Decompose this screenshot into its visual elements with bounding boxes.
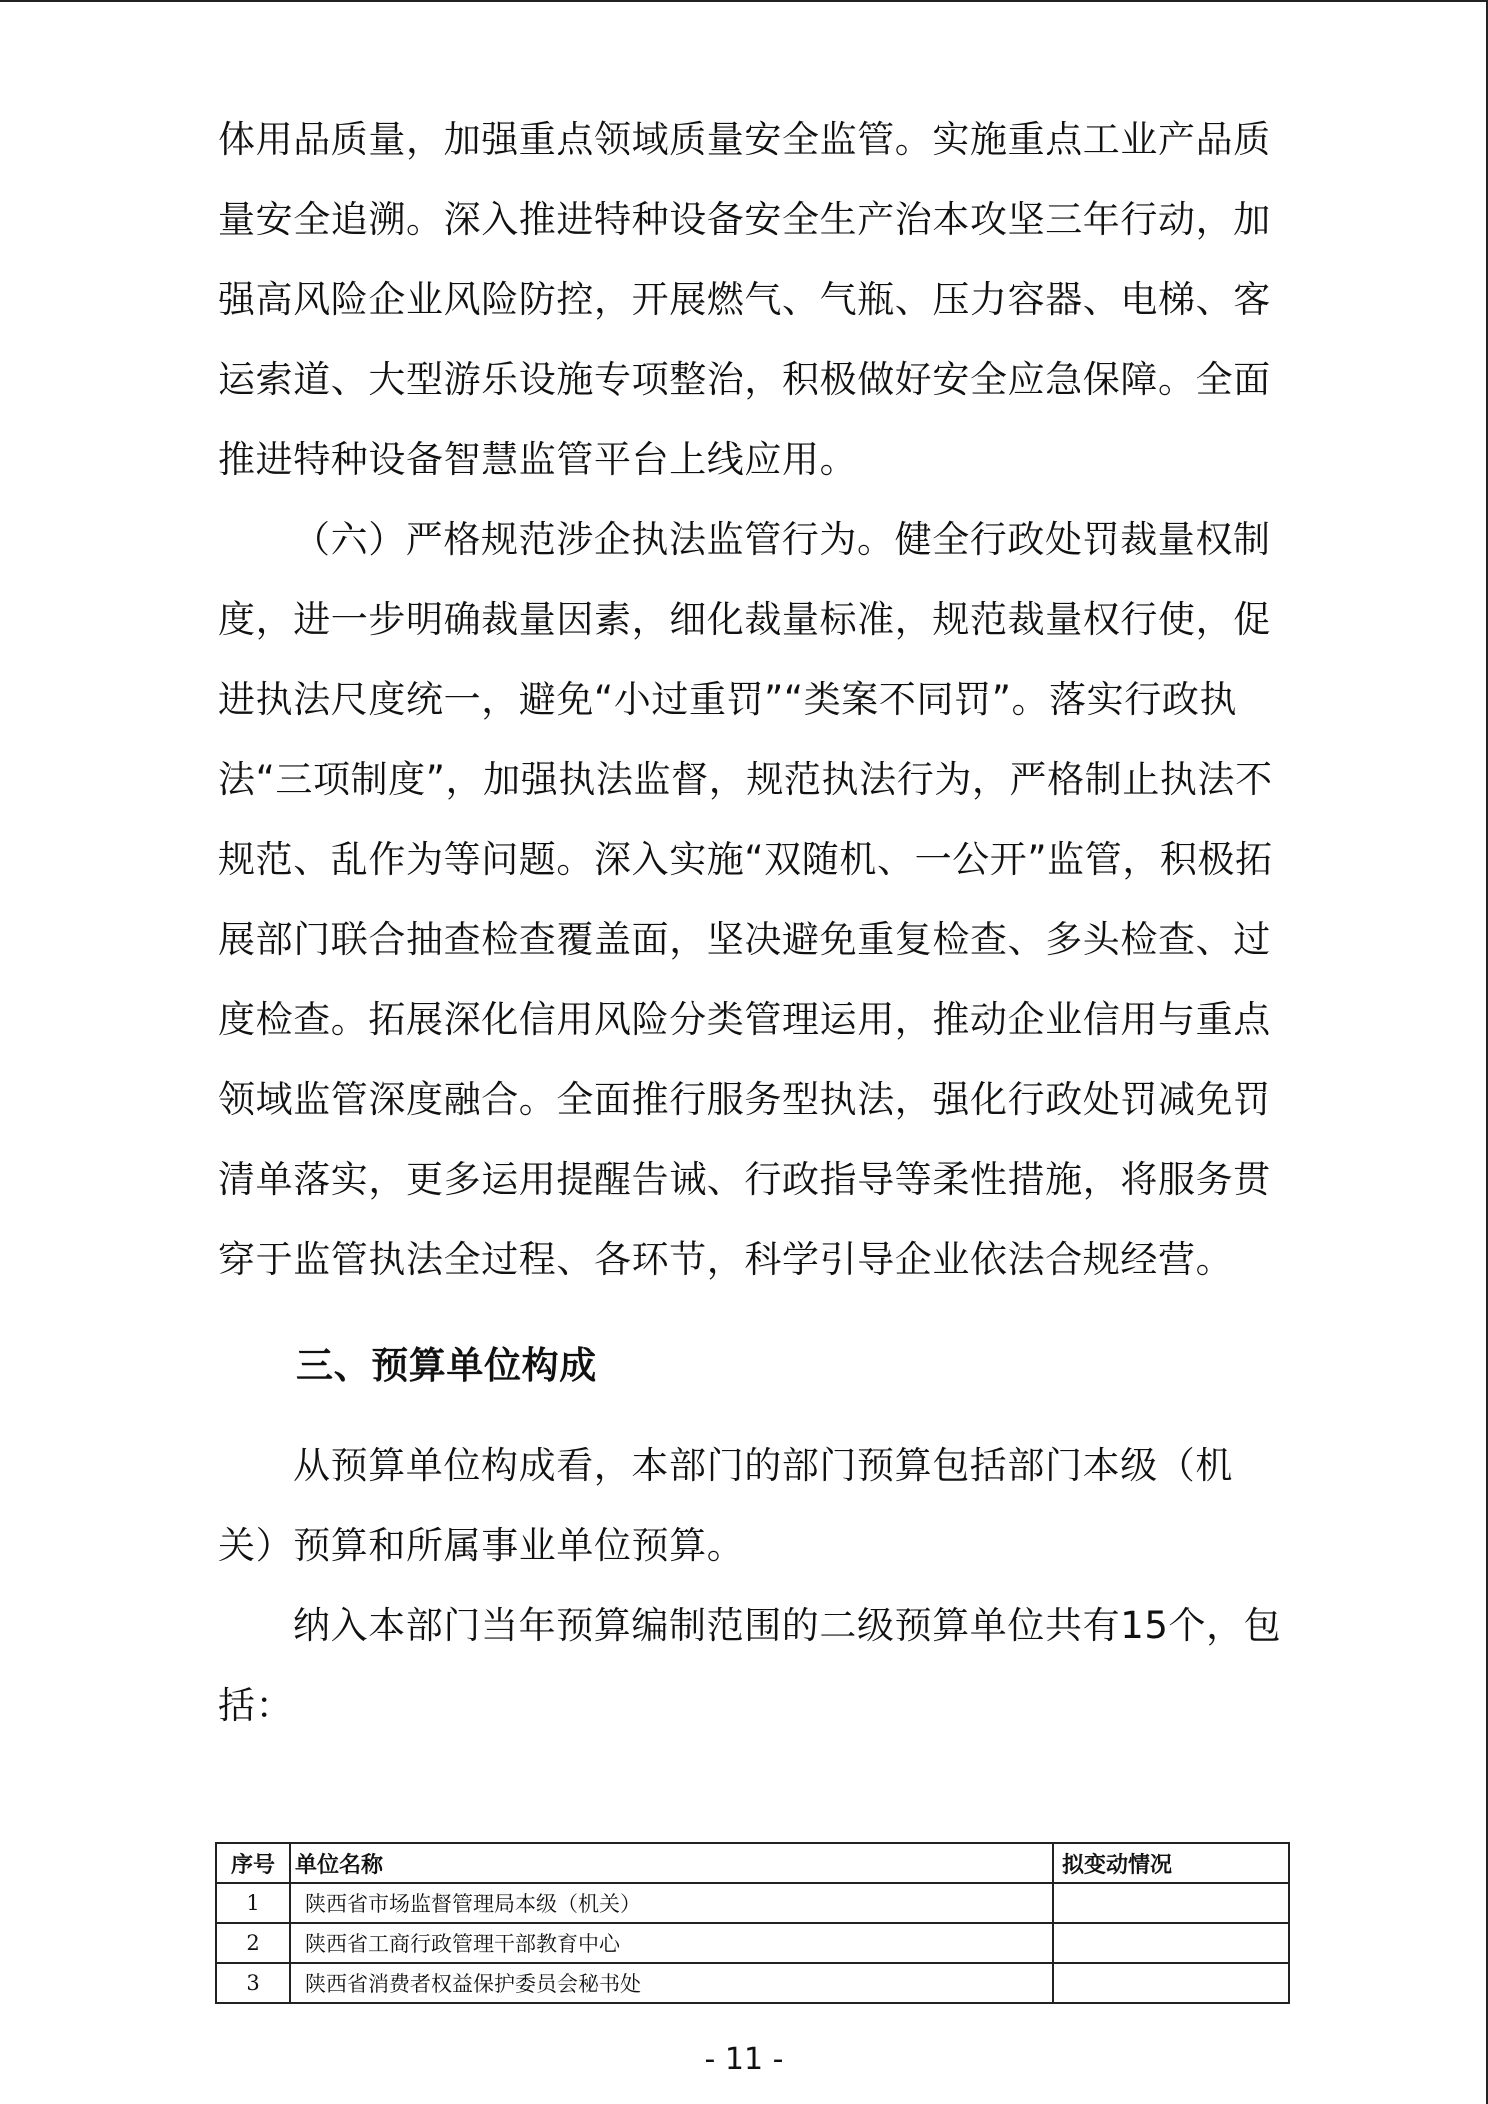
page-number: - 11 -	[704, 2042, 784, 2077]
page-edge-top	[0, 0, 1488, 2]
cell-unit-name: 陕西省消费者权益保护委员会秘书处	[290, 1963, 1053, 2003]
section-heading: 三、预算单位构成	[296, 1344, 597, 1387]
cell-seq: 2	[216, 1923, 290, 1963]
table-header-row	[216, 1843, 1289, 1883]
paragraph-enforcement: （六）严格规范涉企执法监管行为。健全行政处罚裁量权制度，进一步明确裁量因素，细化裁量标准，规范裁量权行使，促进执法尺度统一，避免“小过重罚”“类案不同罚”。落实行政执法“三项制度”，加强执法监督，规范执法行为，严格制止执法不规范、乱作为等问题。深入实施“双随机、一公开”监管，积极拓展部门联合抽查检查覆盖面，坚决避免重复检查、多头检查、过度检查。拓展深化信用风险分类管理运用，推动企业信用与重点领域监管深度融合。全面推行服务型执法，强化行政处罚减免罚清单落实，更多运用提醒告诫、行政指导等柔性措施，将服务贯穿于监管执法全过程、各环节，科学引导企业依法合规经营。	[218, 518, 1273, 1281]
cell-planned-change	[1053, 1963, 1289, 2003]
table-row	[216, 1883, 1289, 1923]
table-row	[216, 1923, 1289, 1963]
budget-units-table	[215, 1842, 1290, 2004]
paragraph-unit-count: 纳入本部门当年预算编制范围的二级预算单位共有15个，包括：	[218, 1604, 1282, 1727]
header-unit-name: 单位名称	[290, 1843, 1053, 1883]
cell-unit-name: 陕西省市场监督管理局本级（机关）	[290, 1883, 1053, 1923]
header-planned-change: 拟变动情况	[1053, 1843, 1289, 1883]
cell-planned-change	[1053, 1923, 1289, 1963]
table-row	[216, 1963, 1289, 2003]
paragraph-quality-safety: 体用品质量，加强重点领域质量安全监管。实施重点工业产品质量安全追溯。深入推进特种设备安全生产治本攻坚三年行动，加强高风险企业风险防控，开展燃气、气瓶、压力容器、电梯、客运索道、大型游乐设施专项整治，积极做好安全应急保障。全面推进特种设备智慧监管平台上线应用。	[218, 118, 1271, 481]
header-seq: 序号	[216, 1843, 290, 1883]
document-body	[218, 100, 1288, 1746]
cell-planned-change	[1053, 1883, 1289, 1923]
cell-seq: 3	[216, 1963, 290, 2003]
paragraph-budget-composition: 从预算单位构成看，本部门的部门预算包括部门本级（机关）预算和所属事业单位预算。	[218, 1444, 1233, 1567]
cell-unit-name: 陕西省工商行政管理干部教育中心	[290, 1923, 1053, 1963]
cell-seq: 1	[216, 1883, 290, 1923]
